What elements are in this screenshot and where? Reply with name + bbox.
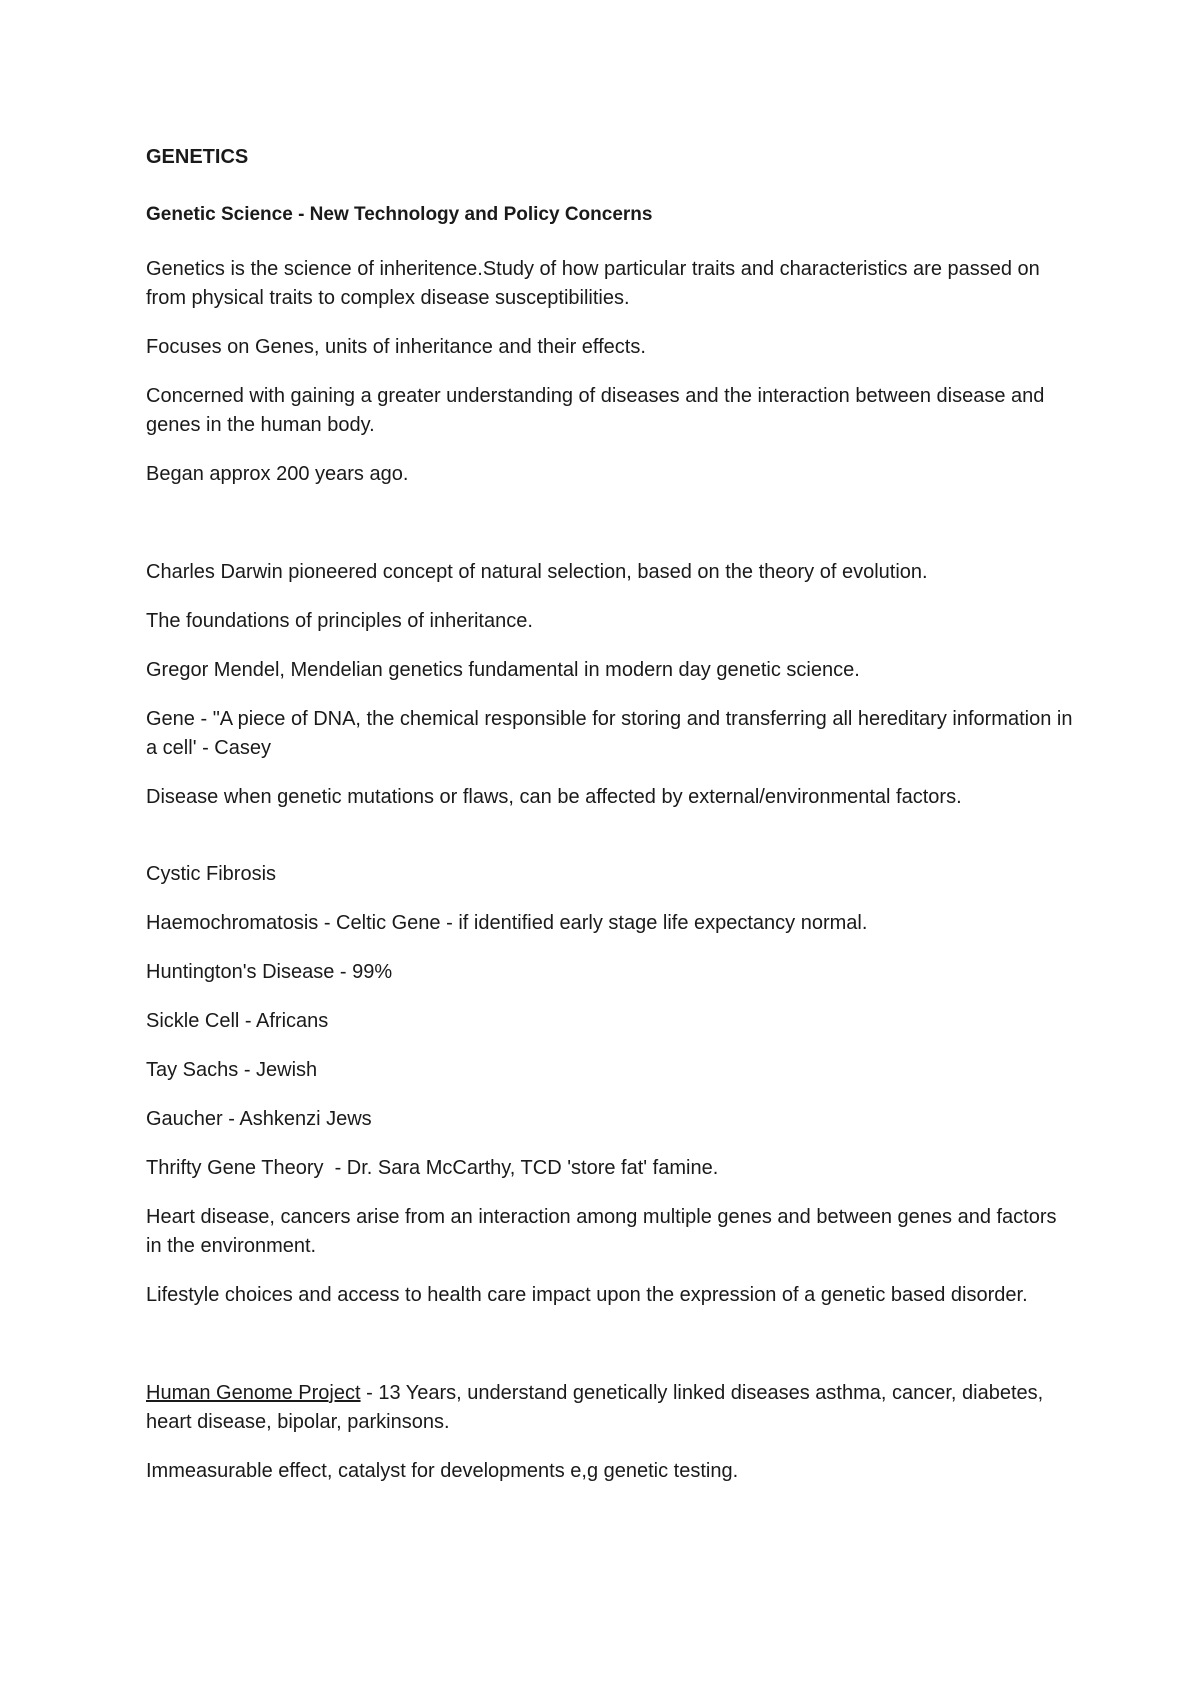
paragraph: Charles Darwin pioneered concept of natural selection, based on the theory of evolution. [146,561,928,583]
document-body [146,143,1079,1506]
paragraph-text: - 13 Years, understand genetically linked diseases asthma, cancer, diabetes, heart disease, bipolar, parkinsons. [146,1382,1049,1433]
paragraph: Heart disease, cancers arise from an interaction among multiple genes and between genes and factors in the environment. [146,1206,1063,1257]
section-spacer [146,832,1076,860]
document-title: GENETICS [146,146,249,168]
paragraph: Disease when genetic mutations or flaws, can be affected by external/environmental factors. [146,786,962,808]
paragraph: Thrifty Gene Theory - Dr. Sara McCarthy, TCD 'store fat' famine. [146,1157,719,1179]
paragraph: Began approx 200 years ago. [146,463,409,485]
paragraph: The foundations of principles of inheritance. [146,610,533,632]
paragraph: Lifestyle choices and access to health care impact upon the expression of a genetic based disorder. [146,1284,1028,1306]
disease-list-item: Cystic Fibrosis [146,863,277,885]
paragraph: Genetics is the science of inheritence.Study of how particular traits and characteristics are passed on from physical traits to complex disease susceptibilities. [146,258,1046,309]
paragraph [146,1379,1076,1437]
document-subtitle: Genetic Science - New Technology and Policy Concerns [146,204,653,225]
section-spacer [146,509,1076,558]
paragraph: Focuses on Genes, units of inheritance and their effects. [146,336,646,358]
disease-list-item: Sickle Cell - Africans [146,1010,329,1032]
disease-list-item: Haemochromatosis - Celtic Gene - if identified early stage life expectancy normal. [146,912,868,934]
human-genome-project-link[interactable]: Human Genome Project [146,1382,361,1404]
paragraph: Gregor Mendel, Mendelian genetics fundamental in modern day genetic science. [146,659,860,681]
paragraph: Gene - "A piece of DNA, the chemical responsible for storing and transferring all hereditary information in a cell' - Casey [146,708,1079,759]
paragraph: Immeasurable effect, catalyst for developments e,g genetic testing. [146,1460,739,1482]
paragraph: Concerned with gaining a greater understanding of diseases and the interaction between disease and genes in the human body. [146,385,1050,436]
section-spacer [146,1330,1076,1379]
disease-list-item: Gaucher - Ashkenzi Jews [146,1108,372,1130]
disease-list-item: Tay Sachs - Jewish [146,1059,318,1081]
disease-list-item: Huntington's Disease - 99% [146,961,393,983]
